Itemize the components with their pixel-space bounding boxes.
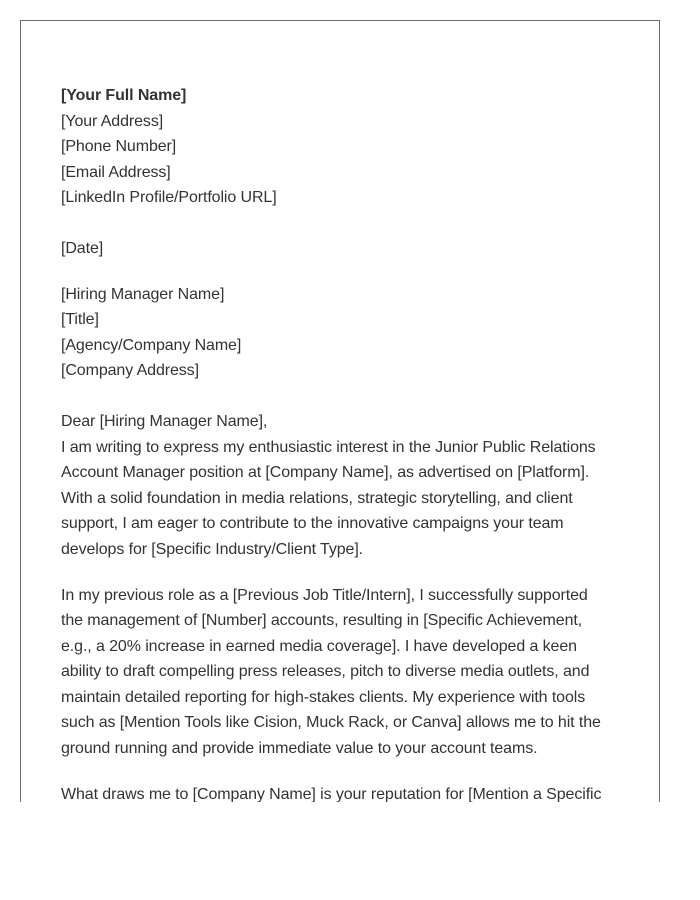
paragraph-line: develops for [Specific Industry/Client Type]. [61, 540, 364, 558]
letter-date: [Date] [61, 239, 104, 257]
sender-phone: [Phone Number] [61, 138, 177, 156]
paragraph-line: maintain detailed reporting for high-stakes clients. My experience with tools [61, 688, 586, 706]
paragraph-line: support, I am eager to contribute to the innovative campaigns your team [61, 515, 564, 533]
paragraph-line: ground running and provide immediate value to your account teams. [61, 740, 538, 758]
sender-full-name: [Your Full Name] [61, 87, 187, 104]
recipient-title: [Title] [61, 311, 99, 329]
paragraph-line: What draws me to [Company Name] is your reputation for [Mention a Specific [61, 785, 602, 802]
body-paragraph-1 [61, 435, 621, 563]
paragraph-line: the management of [Number] accounts, resulting in [Specific Achievement, [61, 612, 583, 630]
letter-body [61, 435, 621, 802]
letter-content [61, 83, 621, 802]
recipient-name: [Hiring Manager Name] [61, 285, 225, 303]
sender-block [61, 83, 621, 211]
paragraph-line: With a solid foundation in media relations, strategic storytelling, and client [61, 489, 573, 507]
sender-email: [Email Address] [61, 163, 171, 181]
paragraph-line: Account Manager position at [Company Name], as advertised on [Platform]. [61, 464, 590, 482]
paragraph-line: In my previous role as a [Previous Job Title/Intern], I successfully supported [61, 586, 588, 604]
recipient-company: [Agency/Company Name] [61, 336, 242, 354]
body-paragraph-2 [61, 583, 621, 762]
paragraph-line: ability to draft compelling press releases, pitch to diverse media outlets, and [61, 663, 590, 681]
paragraph-line: such as [Mention Tools like Cision, Muck Rack, or Canva] allows me to hit the [61, 714, 601, 732]
paragraph-line: e.g., a 20% increase in earned media coverage]. I have developed a keen [61, 637, 577, 655]
paragraph-line: I am writing to express my enthusiastic interest in the Junior Public Relations [61, 438, 596, 456]
letter-page [20, 20, 660, 802]
body-paragraph-3 [61, 782, 621, 802]
salutation: Dear [Hiring Manager Name], [61, 412, 268, 430]
sender-linkedin: [LinkedIn Profile/Portfolio URL] [61, 189, 277, 207]
sender-address: [Your Address] [61, 112, 164, 130]
recipient-block [61, 282, 621, 384]
recipient-address: [Company Address] [61, 362, 199, 380]
